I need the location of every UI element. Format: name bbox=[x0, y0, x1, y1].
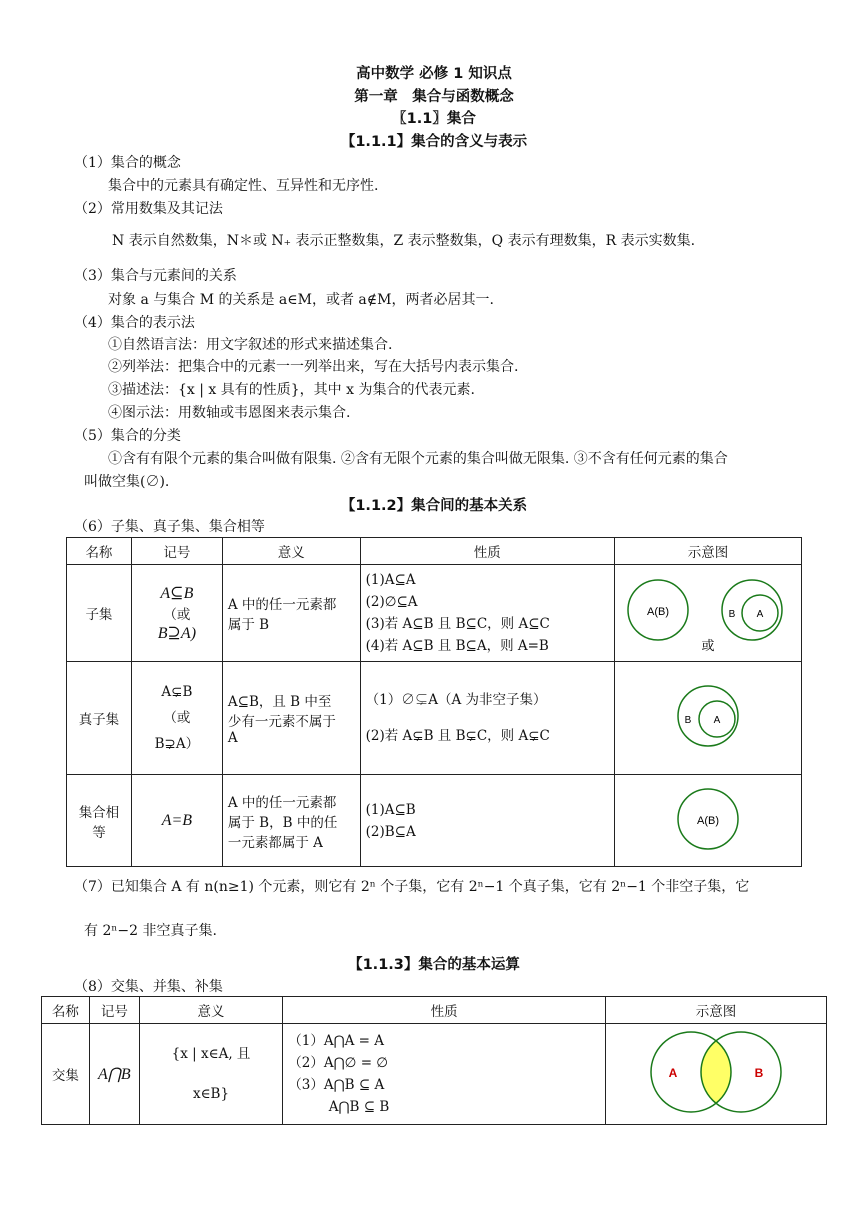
row-diagram bbox=[605, 1024, 826, 1125]
row-properties bbox=[360, 662, 614, 775]
intersection-venn-diagram bbox=[611, 1027, 821, 1117]
equal-sets-venn-diagram bbox=[620, 779, 796, 859]
item-3-title: （3）集合与元素间的关系 bbox=[74, 268, 237, 284]
row-diagram bbox=[614, 565, 801, 662]
header-name: 名称 bbox=[42, 997, 90, 1024]
row-meaning bbox=[139, 1024, 282, 1125]
row-symbol bbox=[131, 565, 222, 662]
row-name: 交集 bbox=[42, 1024, 90, 1125]
table-row-proper-subset bbox=[67, 662, 802, 775]
property-line: (4)若 A⊆B 且 B⊆A，则 A=B bbox=[365, 638, 549, 654]
symbol-line: （或 bbox=[163, 607, 191, 623]
table-row-subset bbox=[67, 565, 802, 662]
venn-label: B bbox=[728, 609, 736, 620]
or-label: 或 bbox=[701, 638, 715, 653]
table-header-row bbox=[67, 538, 802, 565]
item-8-title: （8）交集、并集、补集 bbox=[74, 979, 223, 995]
item-3-body: 对象 a 与集合 M 的关系是 a∈M，或者 a∉M，两者必居其一. bbox=[108, 292, 494, 308]
item-4-title: （4）集合的表示法 bbox=[74, 315, 195, 331]
item-2-body: N 表示自然数集，N＊或 N₊ 表示正整数集，Z 表示整数集，Q 表示有理数集，R 表示实数集. bbox=[112, 233, 696, 249]
meaning-line: A⊆B，且 B 中至 bbox=[227, 694, 332, 710]
table-header-row bbox=[42, 997, 827, 1024]
item-7-line-2: 有 2ⁿ−2 非空真子集. bbox=[84, 923, 217, 939]
row-symbol: A=B bbox=[131, 775, 222, 867]
meaning-line: {x | x∈A, 且 bbox=[171, 1046, 251, 1062]
meaning-line: A bbox=[227, 730, 238, 746]
venn-label: A(B) bbox=[646, 606, 669, 618]
row-diagram bbox=[614, 662, 801, 775]
property-line: (3)若 A⊆B 且 B⊆C，则 A⊆C bbox=[365, 616, 550, 632]
item-5-title: （5）集合的分类 bbox=[74, 428, 181, 444]
row-meaning bbox=[222, 565, 360, 662]
meaning-line: A 中的任一元素都 bbox=[227, 597, 337, 613]
row-properties bbox=[283, 1024, 606, 1125]
item-4-line-4: ④图示法：用数轴或韦恩图来表示集合. bbox=[108, 405, 351, 421]
venn-label: A(B) bbox=[696, 814, 719, 827]
property-line: (1)A⊆B bbox=[365, 801, 416, 818]
header-properties: 性质 bbox=[360, 538, 614, 565]
header-meaning: 意义 bbox=[139, 997, 282, 1024]
property-line: （2）A⋂∅ = ∅ bbox=[288, 1055, 389, 1071]
item-1-title: （1）集合的概念 bbox=[74, 155, 181, 171]
header-meaning: 意义 bbox=[222, 538, 360, 565]
row-symbol bbox=[131, 662, 222, 775]
property-line: （3）A⋂B ⊆ A bbox=[288, 1077, 385, 1093]
header-properties: 性质 bbox=[283, 997, 606, 1024]
row-name: 集合相等 bbox=[67, 775, 132, 867]
item-5-line-1: ①含有有限个元素的集合叫做有限集. ②含有无限个元素的集合叫做无限集. ③不含有任何元素的集合 bbox=[108, 451, 728, 467]
page-title: 高中数学 必修 1 知识点 bbox=[356, 66, 512, 82]
row-name: 真子集 bbox=[67, 662, 132, 775]
meaning-line: A 中的任一元素都 bbox=[227, 794, 337, 811]
property-line: （1）A⋂A = A bbox=[288, 1033, 385, 1049]
meaning-line: 少有一元素不属于 bbox=[227, 714, 336, 730]
venn-label: A bbox=[756, 609, 764, 620]
property-line: (2)∅⊆A bbox=[365, 594, 418, 610]
symbol-line: A⊆B bbox=[160, 585, 194, 602]
chapter-title: 第一章 集合与函数概念 bbox=[354, 89, 514, 105]
table-row-intersection bbox=[42, 1024, 827, 1125]
row-meaning bbox=[222, 775, 360, 867]
header-symbol: 记号 bbox=[89, 997, 139, 1024]
subsection-title-3: 【1.1.3】集合的基本运算 bbox=[348, 957, 520, 973]
operations-table bbox=[41, 996, 827, 1125]
meaning-line: 属于 B bbox=[227, 617, 270, 633]
meaning-line: 一元素都属于 A bbox=[227, 834, 323, 851]
subsection-title-2: 【1.1.2】集合间的基本关系 bbox=[340, 498, 528, 514]
symbol-line: （或 bbox=[163, 710, 191, 726]
row-meaning bbox=[222, 662, 360, 775]
venn-label-b: B bbox=[754, 1066, 764, 1080]
subsection-title-1: 【1.1.1】集合的含义与表示 bbox=[340, 134, 528, 150]
venn-label-a: A bbox=[668, 1066, 678, 1080]
relations-table bbox=[66, 537, 802, 867]
property-line: (2)若 A⊊B 且 B⊊C，则 A⊊C bbox=[365, 728, 550, 744]
section-title: 〖1.1〗集合 bbox=[392, 111, 476, 127]
item-5-line-2: 叫做空集(∅). bbox=[84, 474, 170, 490]
symbol-line: B⊇A) bbox=[157, 625, 197, 642]
item-4-line-2: ②列举法：把集合中的元素一一列举出来，写在大括号内表示集合. bbox=[108, 359, 519, 375]
meaning-line: 属于 B，B 中的任 bbox=[227, 814, 338, 831]
property-line: （1）∅⊊A（A 为非空子集） bbox=[365, 692, 547, 708]
property-line: A⋂B ⊆ B bbox=[288, 1099, 390, 1115]
item-4-line-3: ③描述法：{x | x 具有的性质}，其中 x 为集合的代表元素. bbox=[108, 382, 475, 398]
header-name: 名称 bbox=[67, 538, 132, 565]
row-name: 子集 bbox=[67, 565, 132, 662]
row-properties bbox=[360, 565, 614, 662]
header-diagram: 示意图 bbox=[614, 538, 801, 565]
item-1-body: 集合中的元素具有确定性、互异性和无序性. bbox=[108, 178, 379, 194]
item-6-title: （6）子集、真子集、集合相等 bbox=[74, 519, 265, 535]
symbol-line: B⊋A） bbox=[154, 736, 200, 752]
header-symbol: 记号 bbox=[131, 538, 222, 565]
property-line: (1)A⊆A bbox=[365, 572, 416, 588]
venn-label: A bbox=[713, 715, 721, 726]
row-diagram bbox=[614, 775, 801, 867]
item-2-title: （2）常用数集及其记法 bbox=[74, 201, 223, 217]
item-4-line-1: ①自然语言法：用文字叙述的形式来描述集合. bbox=[108, 337, 393, 353]
subset-venn-diagram bbox=[620, 568, 796, 654]
row-symbol: A⋂B bbox=[89, 1024, 139, 1125]
venn-label: B bbox=[684, 715, 692, 726]
row-properties bbox=[360, 775, 614, 867]
table-row-equal-sets bbox=[67, 775, 802, 867]
proper-subset-venn-diagram bbox=[620, 666, 796, 766]
header-diagram: 示意图 bbox=[605, 997, 826, 1024]
item-7-line-1: （7）已知集合 A 有 n(n≥1) 个元素，则它有 2ⁿ 个子集，它有 2ⁿ−1 个真子集，它有 2ⁿ−1 个非空子集，它 bbox=[74, 879, 750, 895]
symbol-line: A⊊B bbox=[161, 684, 193, 700]
meaning-line: x∈B} bbox=[192, 1086, 230, 1102]
property-line: (2)B⊆A bbox=[365, 823, 416, 840]
